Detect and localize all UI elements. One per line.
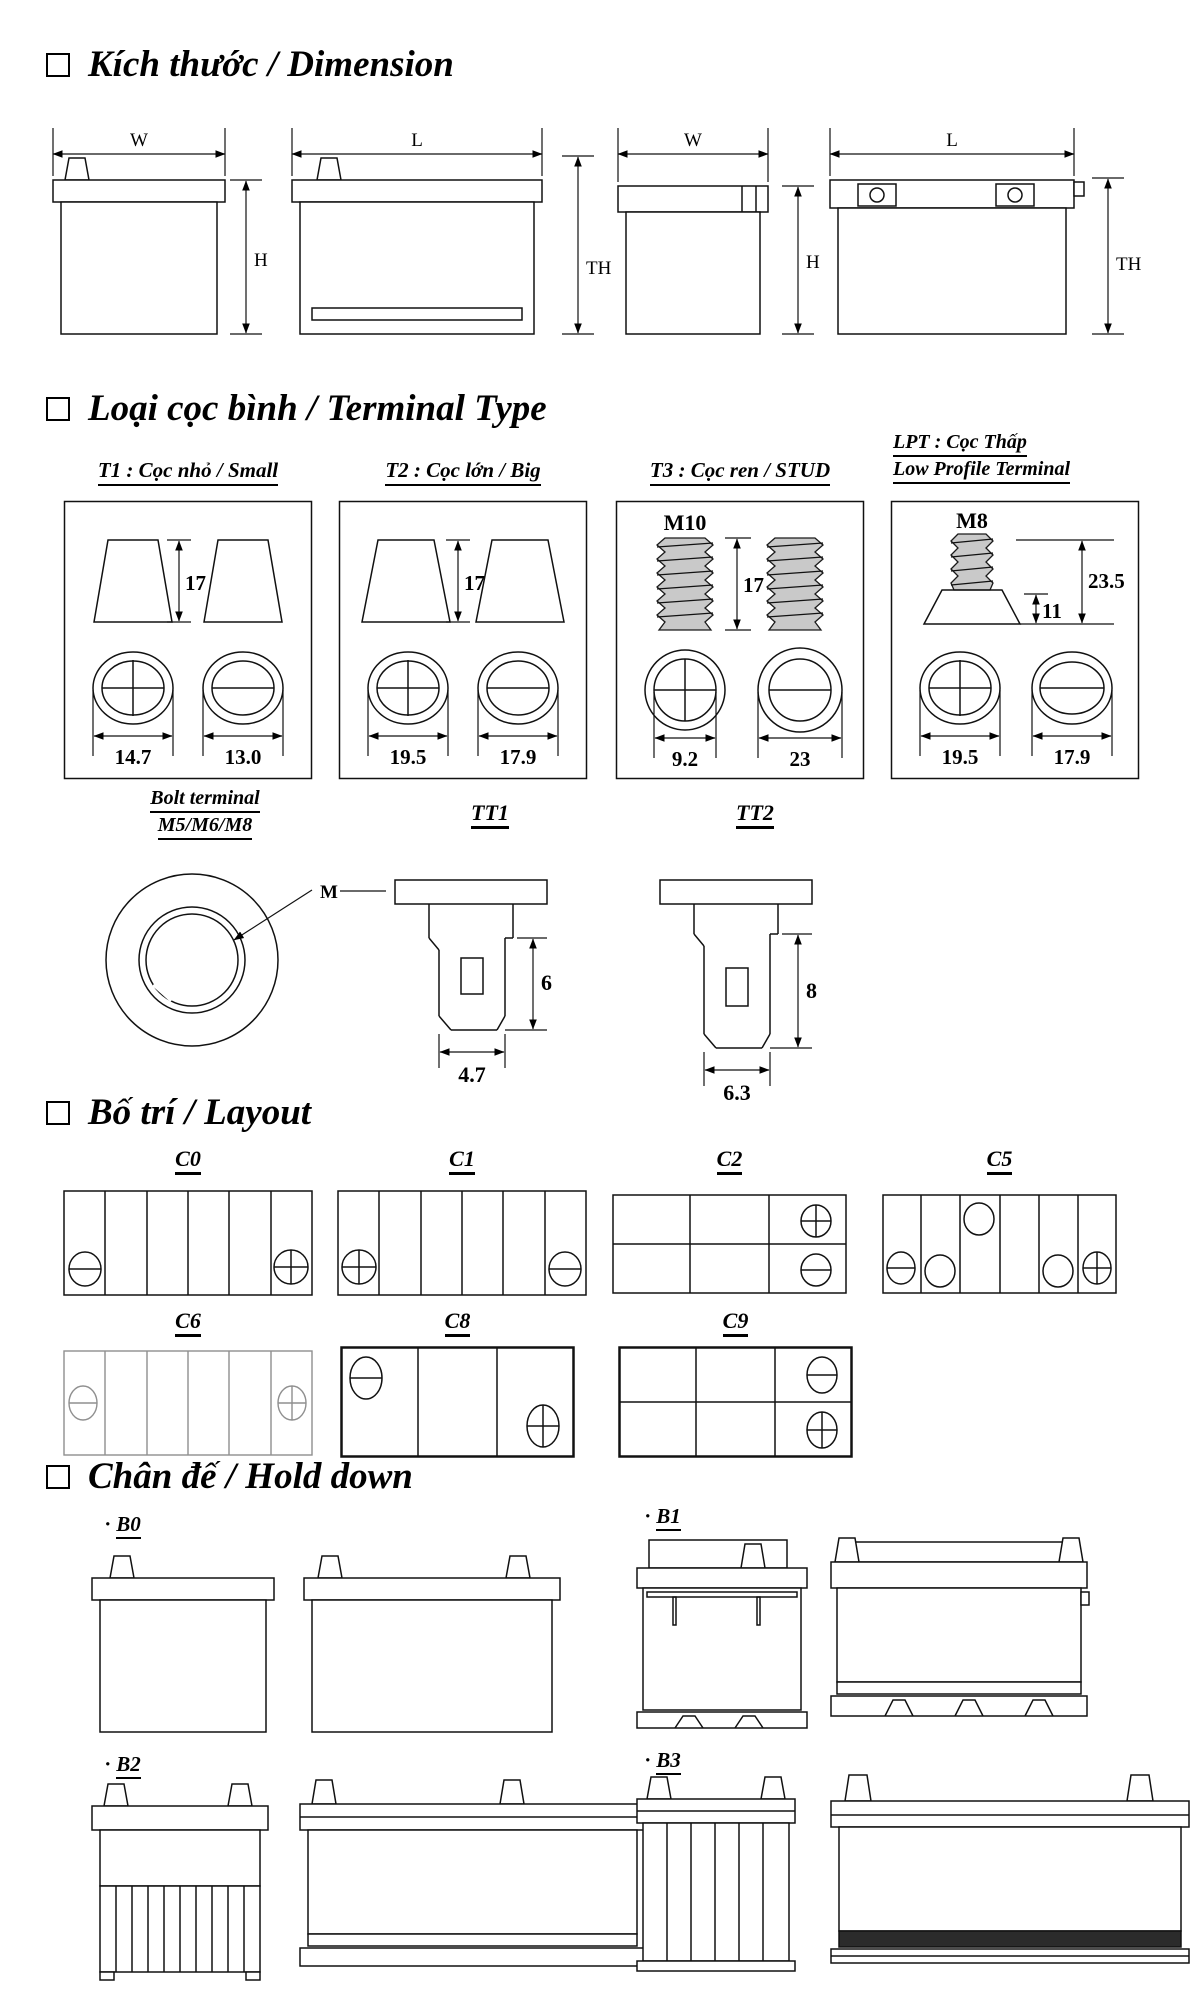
b1-figure [635,1530,1200,1745]
section-title-text: Bố trí / Layout [88,1092,312,1133]
tt2-label: TT2 [680,800,830,829]
battery-b2-side-ribbed [92,1784,268,1980]
minus-terminal-icon [887,1252,915,1284]
c8-figure [340,1346,575,1458]
th-dimension-1 [562,156,612,334]
dim-label-th1: TH [586,258,612,279]
b3-label: · B3 [645,1748,681,1775]
tt1-label: TT1 [415,800,565,829]
c0-label: C0 [63,1146,313,1175]
t2-header: T2 : Cọc lớn / Big [338,458,588,486]
section-marker-icon [46,53,70,77]
threaded-stud-on-base [924,534,1020,624]
foot [246,1972,260,1980]
battery-b3-side-ribbed [637,1777,795,1971]
battery-b1-side [637,1540,807,1728]
t1-dia-left: 14.7 [114,745,152,769]
bolt-terminal-figure [80,838,390,1073]
section-title-layout [46,1094,311,1131]
vent-circle [1043,1255,1073,1287]
t3-figure [615,500,865,780]
section-title-terminal [46,390,547,427]
tt1-height: 6 [541,970,552,995]
post-side-view [476,540,564,622]
plus-terminal-icon [1083,1252,1111,1284]
dim-label-w2: W [684,130,702,151]
dark-bottom-strip [839,1931,1181,1947]
minus-terminal-icon [801,1254,831,1286]
section-title-text: Kích thước / Dimension [88,44,454,85]
t3-header: T3 : Cọc ren / STUD [615,458,865,486]
c6-label: C6 [63,1308,313,1337]
c5-label: C5 [882,1146,1117,1175]
section-title-text: Chân đế / Hold down [88,1456,413,1497]
section-marker-icon [46,1465,70,1489]
t1-dia-right: 13.0 [224,745,262,769]
c9-label: C9 [618,1308,853,1337]
plus-terminal-icon [274,1250,308,1284]
side-tab [1074,182,1084,196]
tt1-width: 4.7 [458,1062,486,1087]
thread-gap [154,984,172,1000]
b0-label: · B0 [105,1512,141,1539]
lpt-dia-left: 19.5 [941,745,979,769]
t3-dia-right: 23 [789,747,811,771]
section-title-holddown [46,1458,413,1495]
minus-terminal-icon [69,1386,97,1420]
b2-label: · B2 [105,1752,141,1779]
section-title-dimension [46,46,454,83]
post-side-view [94,540,172,622]
t3-height: 17 [743,573,764,597]
foot [100,1972,114,1980]
dim-label-l1: L [411,130,423,151]
bottom-strip [308,1934,637,1946]
t2-dia-right: 17.9 [499,745,537,769]
tt2-terminal-outline [660,880,812,1048]
battery-b1-front [831,1538,1089,1716]
battery-b0-side [92,1556,274,1732]
b1-label: · B1 [645,1504,681,1531]
c1-label: C1 [337,1146,587,1175]
plus-terminal-icon [278,1386,306,1420]
t2-dia-left: 19.5 [389,745,427,769]
slot [461,958,483,994]
section-marker-icon [46,397,70,421]
lpt-total-height: 23.5 [1088,569,1125,593]
c0-figure [63,1190,313,1296]
lpt-base-height: 11 [1042,599,1062,623]
minus-terminal-icon [350,1357,382,1399]
vent-circle [925,1255,955,1287]
slot [726,968,748,1006]
minus-terminal-icon [807,1357,837,1393]
battery-jis-w-view [53,158,225,334]
tt2-figure [650,838,860,1108]
lpt-dia-right: 17.9 [1053,745,1091,769]
t1-header: T1 : Cọc nhỏ / Small [63,458,313,486]
base-ledge [637,1712,807,1728]
b0-figure [90,1538,655,1738]
lpt-header: LPT : Cọc Thấp Low Profile Terminal [893,430,1140,484]
battery-b2-front [300,1780,645,1966]
tt2-height: 8 [806,978,817,1003]
c1-figure [337,1190,587,1296]
t2-height: 17 [464,571,485,595]
ribbed-body [643,1823,789,1961]
bolt-pointer-label: M [320,882,338,903]
tt2-width: 6.3 [723,1080,751,1105]
battery-din-l-view [830,180,1084,334]
bottom-strip [837,1682,1081,1694]
plus-terminal-icon [801,1205,831,1237]
minus-terminal-icon [549,1252,581,1286]
c6-figure [63,1350,313,1456]
side-tab [1081,1592,1089,1605]
base [637,1961,795,1971]
section-title-text: Loại cọc bình / Terminal Type [88,388,547,429]
tt1-figure [385,838,595,1090]
bolt-terminal-label: Bolt terminal M5/M6/M8 [95,786,315,840]
t3-thread-label: M10 [663,510,707,535]
l-dimension-2 [830,128,1074,176]
th-dimension-2 [1092,178,1142,334]
terminal-post [317,158,341,180]
dimension-figure [30,124,1170,366]
h-dimension-2 [782,186,820,334]
dim-label-w1: W [130,130,148,151]
dim-label-h2: H [806,252,820,273]
dim-label-l2: L [946,130,958,151]
threaded-stud [657,538,713,630]
b2-figure [90,1780,655,1992]
t1-height: 17 [185,571,206,595]
battery-b0-front [304,1556,560,1732]
b3-figure [635,1775,1200,1990]
battery-din-w-view [618,186,768,334]
dim-label-h1: H [254,250,268,271]
tt1-terminal-outline [395,880,547,1030]
plus-terminal-icon [807,1412,837,1448]
c2-label: C2 [612,1146,847,1175]
label-strip [312,308,522,320]
c2-figure [612,1194,847,1294]
minus-terminal-icon [69,1252,101,1286]
vent-circle [964,1203,994,1235]
c9-figure [618,1346,853,1458]
c5-figure [882,1194,1117,1294]
dim-label-th2: TH [1116,254,1142,275]
terminal-post [65,158,89,180]
h-dimension-1 [230,180,268,334]
battery-b3-front [831,1775,1189,1963]
c8-label: C8 [340,1308,575,1337]
base-ledge [300,1948,645,1966]
t3-dia-left: 9.2 [671,747,699,771]
plus-terminal-icon [342,1250,376,1284]
w-dimension-2 [618,128,768,182]
section-marker-icon [46,1101,70,1125]
post-side-view [204,540,282,622]
lpt-thread-label: M8 [956,508,988,533]
t1-figure [63,500,313,780]
post-side-view [362,540,450,622]
t2-figure [338,500,588,780]
lpt-figure [890,500,1140,780]
plus-terminal-icon [527,1405,559,1447]
battery-jis-l-view [292,158,542,334]
